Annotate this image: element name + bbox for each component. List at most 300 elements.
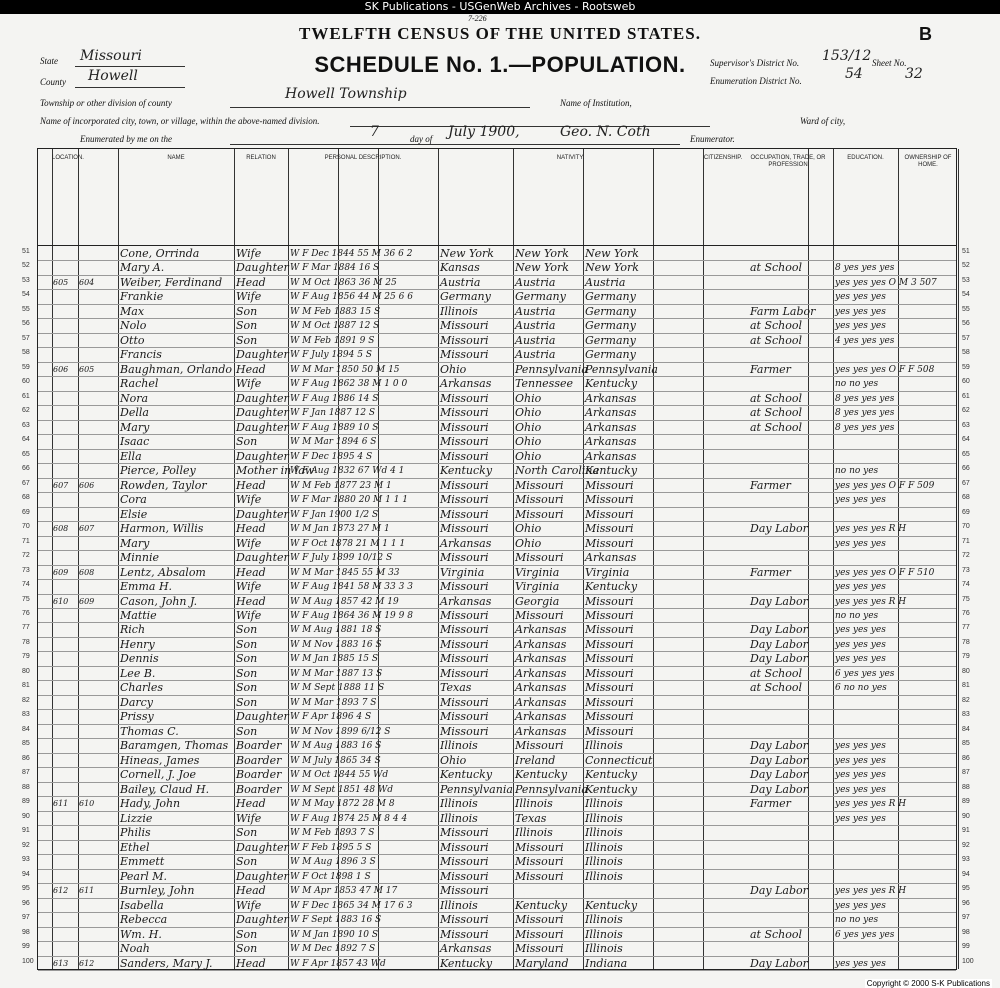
birthplace-father: Ohio [515,406,542,420]
birthplace-person: Missouri [440,420,489,434]
person-name: Wm. H. [120,927,162,941]
line-number: 53 [22,276,30,284]
person-name: Pearl M. [120,869,168,883]
dwelling-number: 612 [53,886,69,896]
person-name: Della [120,406,149,420]
personal-description: W M Jan 1890 10 S [290,929,379,940]
line-number: 87 [22,769,30,777]
line-number: 64 [22,436,30,444]
line-number: 70 [962,523,970,531]
personal-description: W F Aug 1874 25 M 8 4 4 [290,813,408,824]
birthplace-father: Pennsylvania [515,782,588,796]
line-number: 99 [22,943,30,951]
relation: Son [236,304,258,318]
occupation: Day Labor [750,768,808,782]
birthplace-person: Austria [440,275,481,289]
personal-description: W M Sept 1888 11 S [290,683,385,694]
relation: Daughter [236,869,289,883]
column-header: NAME [167,155,185,161]
occupation: at School [750,681,803,695]
birthplace-father: Austria [515,304,556,318]
education-ownership: yes yes yes [835,321,886,332]
line-number: 62 [962,407,970,415]
person-name: Henry [120,637,155,651]
education-ownership: yes yes yes [835,770,886,781]
enumerator-label: Enumerator. [690,134,735,144]
birthplace-father: Missouri [515,869,564,883]
personal-description: W F Mar 1880 20 M 1 1 1 [290,495,409,506]
enumeration-month-year: July 1900, [448,124,520,140]
line-number: 89 [962,798,970,806]
line-number: 56 [22,320,30,328]
occupation: at School [750,666,803,680]
line-number: 74 [22,581,30,589]
personal-description: W M Aug 1881 18 S [290,625,382,636]
relation: Son [236,942,258,956]
person-name: Dennis [120,652,159,666]
birthplace-mother: Illinois [585,797,623,811]
census-table [37,148,957,970]
birthplace-mother: Missouri [585,478,634,492]
birthplace-person: Missouri [440,913,489,927]
personal-description: W M Aug 1896 3 S [290,857,376,868]
birthplace-mother: Illinois [585,811,623,825]
personal-description: W F Mar 1884 16 S [290,263,380,274]
occupation: Day Labor [750,956,808,970]
education-ownership: yes yes yes [835,306,886,317]
column-header: OWNERSHIP OF HOME. [904,155,952,168]
birthplace-mother: Illinois [585,855,623,869]
birthplace-mother: Missouri [585,522,634,536]
personal-description: W F Jan 1887 12 S [290,408,376,419]
person-name: Charles [120,681,163,695]
birthplace-person: Missouri [440,840,489,854]
education-ownership: yes yes yes [835,654,886,665]
sheet-label: Sheet No. [872,58,907,68]
personal-description: W F Aug 1862 38 M 1 0 0 [290,379,408,390]
relation: Wife [236,811,262,825]
line-number: 76 [962,610,970,617]
line-number: 55 [962,305,970,313]
birthplace-father: Missouri [515,739,564,753]
enumeration-district-value: 54 [845,66,863,82]
relation: Son [236,637,258,651]
line-number: 67 [962,479,970,487]
relation: Daughter [236,391,289,405]
occupation: Day Labor [750,753,808,767]
line-number: 61 [962,392,970,400]
birthplace-mother: Illinois [585,840,623,854]
person-name: Lee B. [120,666,156,680]
line-number: 72 [22,552,30,560]
birthplace-mother: Arkansas [585,420,637,434]
dwelling-number: 609 [53,567,69,577]
line-number: 86 [22,754,30,762]
line-number: 78 [22,638,30,646]
birthplace-mother: Missouri [585,710,634,724]
personal-description: W M May 1872 28 M 8 [290,799,395,810]
relation: Boarder [236,739,282,753]
birthplace-mother: Pennsylvania [585,362,658,376]
birthplace-father: Ohio [515,391,542,405]
person-name: Nolo [120,319,147,333]
birthplace-mother: Missouri [585,724,634,738]
birthplace-father: Arkansas [515,666,567,680]
occupation: Day Labor [750,884,808,898]
personal-description: W F Aug 1864 36 M 19 9 8 [290,611,413,621]
dwelling-number: 613 [53,958,69,968]
birthplace-person: Germany [440,290,491,304]
education-ownership: yes yes yes [835,755,886,766]
birthplace-father: Austria [515,275,556,289]
line-number: 89 [22,798,30,806]
birthplace-mother: New York [585,261,639,275]
personal-description: W M Jan 1873 27 M 1 [290,524,390,535]
birthplace-mother: Austria [585,275,626,289]
birthplace-father: Tennessee [515,377,573,391]
line-number: 62 [22,407,30,415]
line-number: 86 [962,754,970,762]
occupation: Day Labor [750,522,808,536]
birthplace-person: Missouri [440,609,489,622]
person-name: Lizzie [120,811,153,825]
line-number: 69 [962,508,970,516]
site-banner: SK Publications - USGenWeb Archives - Rootsweb [0,0,1000,14]
personal-description: W M Mar 1887 13 S [290,668,383,679]
birthplace-person: Missouri [440,652,489,666]
birthplace-person: Kentucky [440,956,493,970]
personal-description: W F July 1894 5 S [290,350,372,361]
relation: Wife [236,580,262,594]
birthplace-mother: Missouri [585,536,634,550]
line-number: 90 [22,812,30,820]
line-number: 84 [22,725,30,733]
state-value: Missouri [80,48,142,64]
line-number: 74 [962,581,970,589]
enumeration-day: 7 [370,124,379,140]
line-number: 83 [962,711,970,719]
enumeration-district-label: Enumeration District No. [710,76,802,86]
birthplace-father: Missouri [515,478,564,492]
birthplace-mother: Germany [585,290,636,304]
birthplace-father: Arkansas [515,637,567,651]
birthplace-mother: Germany [585,319,636,333]
line-number: 59 [962,363,970,371]
birthplace-mother: Illinois [585,739,623,753]
column-header: NATIVITY. [556,155,585,161]
line-number: 94 [962,870,970,878]
line-number: 92 [22,841,30,849]
birthplace-mother: Arkansas [585,551,637,565]
personal-description: W M Apr 1853 47 M 17 [290,886,398,897]
birthplace-mother: Missouri [585,507,634,521]
personal-description: W M Oct 1844 55 Wd [290,770,389,781]
relation: Son [236,927,258,941]
birthplace-father: Missouri [515,840,564,854]
birthplace-person: Missouri [440,391,489,405]
birthplace-person: Missouri [440,666,489,680]
birthplace-father: Austria [515,348,556,362]
relation: Wife [236,290,262,304]
column-header: RELATION [246,155,276,161]
relation: Head [236,565,266,579]
line-number: 97 [962,914,970,922]
personal-description: W M Dec 1892 7 S [290,944,376,955]
line-number: 79 [22,653,30,661]
education-ownership: no no yes [835,466,879,477]
line-number: 70 [22,523,30,531]
person-name: Noah [120,942,150,956]
column-header: LOCATION. [52,155,84,161]
occupation: at School [750,927,803,941]
relation: Son [236,435,258,449]
personal-description: W M Feb 1893 7 S [290,828,375,839]
birthplace-mother: Missouri [585,609,634,622]
birthplace-person: Missouri [440,637,489,651]
birthplace-person: Illinois [440,898,478,912]
personal-description: W M Nov 1899 6/12 S [290,726,391,737]
relation: Head [236,594,266,608]
birthplace-mother: Kentucky [585,782,638,796]
county-label: County [40,77,66,87]
relation: Daughter [236,507,289,521]
line-number: 91 [962,827,970,835]
occupation: Farmer [750,362,791,376]
line-number: 57 [962,334,970,342]
birthplace-person: Missouri [440,884,489,898]
birthplace-person: Missouri [440,724,489,738]
person-name: Isabella [120,898,164,912]
education-ownership: 6 no no yes [835,683,887,694]
line-number: 73 [962,566,970,574]
person-name: Mattie [120,609,157,622]
column-divider [958,149,959,969]
birthplace-person: Missouri [440,869,489,883]
birthplace-mother: Kentucky [585,377,638,391]
birthplace-person: Missouri [440,927,489,941]
birthplace-father: Kentucky [515,768,568,782]
personal-description: W F Aug 1841 58 M 33 3 3 [290,582,413,593]
supervisor-value: 153/12 [822,48,872,64]
relation: Boarder [236,768,282,782]
education-ownership: yes yes yes [835,900,886,911]
relation: Daughter [236,261,289,275]
birthplace-father: Arkansas [515,695,567,709]
institution-label: Name of Institution, [560,98,632,108]
dwelling-number: 606 [53,364,69,374]
personal-description: W F Aug 1886 14 S [290,393,379,404]
line-number: 77 [22,624,30,632]
birthplace-father: Missouri [515,609,564,622]
education-ownership: yes yes yes [835,292,886,303]
county-value: Howell [88,68,138,84]
relation: Daughter [236,449,289,463]
state-label: State [40,56,58,66]
person-name: Nora [120,391,149,405]
line-number: 98 [22,928,30,936]
personal-description: W M Oct 1887 12 S [290,321,380,332]
person-name: Ethel [120,840,150,854]
line-number: 58 [22,349,30,357]
relation: Wife [236,898,262,912]
line-number: 78 [962,638,970,646]
birthplace-person: Illinois [440,304,478,318]
occupation: Farmer [750,797,791,811]
line-number: 60 [962,378,970,386]
line-number: 76 [22,610,30,617]
birthplace-father: Missouri [515,493,564,507]
family-number: 611 [79,886,95,896]
birthplace-father: Austria [515,333,556,347]
birthplace-person: Kentucky [440,464,493,478]
line-number: 79 [962,653,970,661]
person-name: Mary [120,420,150,434]
relation: Daughter [236,420,289,434]
birthplace-mother: Missouri [585,623,634,637]
line-number: 58 [962,349,970,357]
relation: Son [236,855,258,869]
birthplace-father: Arkansas [515,652,567,666]
person-name: Cone, Orrinda [120,247,200,260]
dwelling-number: 608 [53,524,69,534]
education-ownership: no no yes [835,611,879,621]
person-name: Hady, John [120,797,181,811]
birthplace-person: Illinois [440,811,478,825]
family-number: 606 [79,480,95,490]
birthplace-mother: Missouri [585,652,634,666]
birthplace-person: Illinois [440,797,478,811]
line-number: 81 [962,682,970,690]
relation: Son [236,666,258,680]
relation: Daughter [236,551,289,565]
line-number: 71 [22,537,30,545]
relation: Wife [236,609,262,622]
person-name: Emma H. [120,580,173,594]
birthplace-father: Arkansas [515,710,567,724]
relation: Head [236,478,266,492]
birthplace-mother: Germany [585,348,636,362]
birthplace-person: Missouri [440,623,489,637]
relation: Boarder [236,782,282,796]
copyright-notice: Copyright © 2000 S-K Publications [866,979,990,988]
personal-description: W F Apr 1857 43 Wd [290,958,386,969]
line-number: 94 [22,870,30,878]
birthplace-father: Illinois [515,826,553,840]
personal-description: W M Mar 1845 55 M 33 [290,567,400,578]
person-name: Mary A. [120,261,165,275]
line-number: 73 [22,566,30,574]
line-number: 52 [22,262,30,270]
birthplace-mother: Illinois [585,927,623,941]
family-number: 610 [79,799,95,809]
occupation: Day Labor [750,637,808,651]
line-number: 100 [962,957,974,965]
birthplace-mother: Arkansas [585,391,637,405]
education-ownership: yes yes yes R H [835,799,907,810]
birthplace-mother: Kentucky [585,580,638,594]
birthplace-person: Missouri [440,855,489,869]
line-number: 55 [22,305,30,313]
relation: Head [236,522,266,536]
column-header: CITIZENSHIP. [703,155,743,161]
person-name: Ella [120,449,142,463]
line-number: 75 [962,595,970,603]
line-number: 93 [22,856,30,864]
birthplace-person: Arkansas [440,377,492,391]
birthplace-father: Georgia [515,594,560,608]
line-number: 96 [962,899,970,907]
occupation: Farmer [750,565,791,579]
person-name: Bailey, Claud H. [120,782,210,796]
personal-description: W M Feb 1883 15 S [290,306,381,317]
personal-description: W F Jan 1900 1/2 S [290,509,379,520]
relation: Son [236,826,258,840]
personal-description: W M Feb 1877 23 M 1 [290,480,392,491]
birthplace-mother: Illinois [585,869,623,883]
line-number: 51 [22,248,30,255]
line-number: 84 [962,725,970,733]
birthplace-person: Missouri [440,551,489,565]
education-ownership: 6 yes yes yes [835,668,895,679]
education-ownership: yes yes yes [835,582,886,593]
line-number: 95 [962,885,970,893]
line-number: 65 [22,450,30,458]
line-number: 66 [22,465,30,473]
birthplace-person: Missouri [440,507,489,521]
birthplace-mother: Missouri [585,493,634,507]
birthplace-father: Virginia [515,565,560,579]
supervisor-label: Supervisor's District No. [710,58,800,68]
personal-description: W F Aug 1856 44 M 25 6 6 [290,292,413,303]
occupation: at School [750,420,803,434]
relation: Head [236,275,266,289]
education-ownership: yes yes yes [835,639,886,650]
personal-description: W M Aug 1857 42 M 19 [290,596,399,607]
birthplace-father: Ohio [515,449,542,463]
personal-description: W M Mar 1894 6 S [290,437,377,448]
family-number: 612 [79,958,95,968]
person-name: Mary [120,536,150,550]
relation: Mother in law [236,464,315,478]
ward-label: Ward of city, [800,116,846,126]
line-number: 100 [22,957,34,965]
birthplace-mother: Arkansas [585,449,637,463]
birthplace-father: Illinois [515,797,553,811]
line-number: 69 [22,508,30,516]
relation: Son [236,319,258,333]
personal-description: W F Sept 1883 16 S [290,915,382,926]
person-name: Elsie [120,507,148,521]
education-ownership: yes yes yes [835,625,886,636]
birthplace-mother: Missouri [585,666,634,680]
birthplace-father: Missouri [515,927,564,941]
education-ownership: 4 yes yes yes [835,335,895,346]
person-name: Prissy [120,710,154,724]
birthplace-mother: Virginia [585,565,630,579]
family-number: 605 [79,364,95,374]
occupation: at School [750,406,803,420]
relation: Head [236,956,266,970]
line-number: 68 [22,494,30,502]
person-name: Cason, John J. [120,594,198,608]
line-number: 77 [962,624,970,632]
person-name: Lentz, Absalom [120,565,206,579]
birthplace-father: Ohio [515,435,542,449]
schedule-title: SCHEDULE No. 1.—POPULATION. [314,52,686,77]
line-number: 53 [962,276,970,284]
education-ownership: yes yes yes [835,538,886,549]
personal-description: W F Aug 1889 10 S [290,422,379,433]
